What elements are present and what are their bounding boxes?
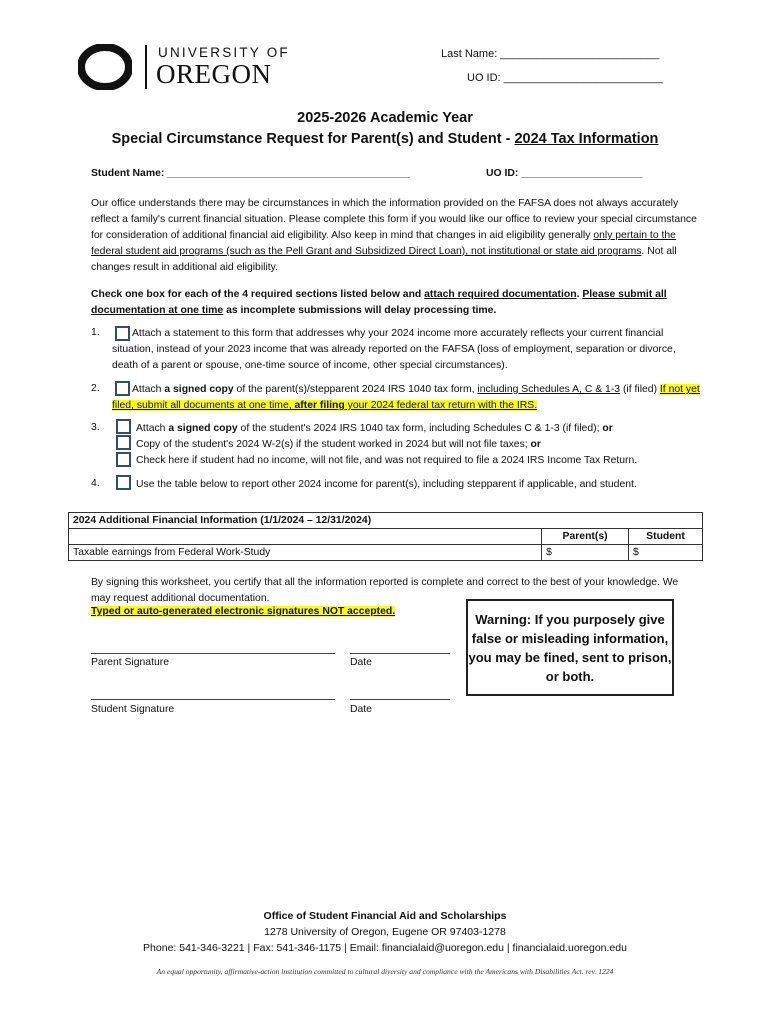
item-1-text: Attach a statement to this form that addresses why your 2024 income more accurately reflects your current financial situation, instead of your 2023 income that was already reported on the FAFSA (loss of employment, separation or divorce, death of a parent or spouse, one-time source of income, other special circumstances). <box>112 328 676 371</box>
student-date-line[interactable] <box>350 699 450 700</box>
parent-date-line[interactable] <box>350 653 450 654</box>
instructions-paragraph <box>91 287 703 319</box>
item-4-checkbox[interactable] <box>116 475 131 490</box>
certify-text: By signing this worksheet, you certify that all the information reported is complete and correct to the best of your knowledge. We may request additional documentation. <box>91 577 679 604</box>
item-3b-text <box>136 437 541 453</box>
intro-text-1: Our office understands there may be circumstances in which the information provided on the FAFSA does not always accurately reflect a family's current financial situation. Please complete this form if you would like our office to review your special circumstance for consideration of additional financial aid eligibility. Also keep in mind that changes in aid eligibility generally <box>91 198 697 241</box>
item-3c-checkbox[interactable] <box>116 452 131 467</box>
table-title-row <box>69 513 703 529</box>
certify-highlight-text: Typed or auto-generated electronic signatures NOT accepted. <box>91 606 396 617</box>
item-2-highlight-3: your 2024 federal tax return with the IRS. <box>344 400 538 411</box>
instructions-underline-2: Please submit all documentation at one time <box>91 289 667 316</box>
table-header-parent: Parent(s) <box>542 529 629 545</box>
item-3a-signed-copy: a signed copy <box>168 423 238 434</box>
footer-disclaimer: An equal opportunity, affirmative-action institution committed to cultural diversity and compliance with the Americans with Disabilities Act. rev. 1224 <box>156 967 614 976</box>
item-2-signed-copy: a signed copy <box>164 384 234 395</box>
item-3b-t1: Copy of the student's 2024 W-2(s) if the student worked in 2024 but will not file taxes; <box>136 439 531 450</box>
uo-logo-o-icon <box>78 44 132 90</box>
table-header-student: Student <box>629 529 703 545</box>
table-student-value-cell[interactable]: $ <box>629 545 703 561</box>
item-2-highlight-2: after filing <box>294 400 345 411</box>
student-signature-label: Student Signature <box>91 704 175 715</box>
item-3a-checkbox[interactable] <box>116 419 131 434</box>
item-3a-or: or <box>602 423 613 434</box>
table-header-row <box>69 529 703 545</box>
item-3-number: 3. <box>91 422 100 433</box>
item-2-text <box>112 382 704 414</box>
certify-highlight <box>91 606 395 617</box>
table-header-blank <box>69 529 542 545</box>
item-1-number: 1. <box>91 327 100 338</box>
logo-university-text: UNIVERSITY OF <box>158 45 290 60</box>
item-3a-text <box>136 421 613 437</box>
logo-divider <box>145 45 147 89</box>
item-3b-checkbox[interactable] <box>116 435 131 450</box>
table-parent-value-cell[interactable]: $ <box>542 545 629 561</box>
instructions-text-1: Check one box for each of the 4 required sections listed below and <box>91 289 425 300</box>
item-2-t2: of the parent(s)/stepparent 2024 IRS 1040 tax form, <box>233 384 478 395</box>
item-3b-or: or <box>530 439 541 450</box>
parent-signature-line[interactable] <box>91 653 335 654</box>
parent-date-label: Date <box>350 657 372 668</box>
item-2-number: 2. <box>91 383 100 394</box>
item-3c-text: Check here if student had no income, will not file, and was not required to file a 2024 IRS Income Tax Return. <box>136 455 638 466</box>
header-uo-id-field[interactable]: UO ID: __________________________ <box>467 72 663 84</box>
student-name-field[interactable]: Student Name: __________________________________________ <box>91 168 410 179</box>
table-title: 2024 Additional Financial Information (1/1/2024 – 12/31/2024) <box>69 513 703 529</box>
table-row <box>69 545 703 561</box>
title-form-name <box>0 131 770 147</box>
footer-address: 1278 University of Oregon, Eugene OR 97403-1278 <box>264 926 506 938</box>
student-date-label: Date <box>350 704 372 715</box>
financial-info-table <box>68 512 703 561</box>
intro-paragraph <box>91 196 703 276</box>
footer-contact: Phone: 541-346-3221 | Fax: 541-346-1175 | Email: financialaid@uoregon.edu | financialaid.uoregon.edu <box>143 942 627 954</box>
item-2-schedules: including Schedules A, C & 1-3 <box>477 384 621 395</box>
footer-office: Office of Student Financial Aid and Scholarships <box>263 910 507 922</box>
item-2-highlight-1: If not yet filed, submit all documents at one time, <box>112 384 700 411</box>
item-4-text: Use the table below to report other 2024 income for parent(s), including stepparent if applicable, and student. <box>136 479 637 490</box>
instructions-text-2: . <box>576 289 583 300</box>
item-4-number: 4. <box>91 478 100 489</box>
instructions-text-3: as incomplete submissions will delay processing time. <box>223 305 497 316</box>
item-2-t1: Attach <box>132 384 165 395</box>
item-3a-t2: of the student's 2024 IRS 1040 tax form, including Schedules C & 1-3 (if filed); <box>237 423 603 434</box>
instructions-underline-1: attach required documentation <box>424 289 577 300</box>
parent-signature-label: Parent Signature <box>91 657 169 668</box>
student-signature-line[interactable] <box>91 699 335 700</box>
student-uo-id-field[interactable]: UO ID: _____________________ <box>486 168 643 179</box>
last-name-field[interactable]: Last Name: __________________________ <box>441 48 660 60</box>
item-3a-t1: Attach <box>136 423 169 434</box>
intro-text-2: . Not all changes result in additional aid eligibility. <box>91 246 677 273</box>
item-2-t3: (if filed) <box>620 384 660 395</box>
title-form-name-prefix: Special Circumstance Request for Parent(s) and Student - <box>111 131 515 147</box>
title-tax-year: 2024 Tax Information <box>514 131 659 147</box>
warning-box: Warning: If you purposely give false or misleading information, you may be fined, sent to prison, or both. <box>466 599 674 696</box>
title-academic-year: 2025-2026 Academic Year <box>297 110 473 126</box>
intro-underlined: only pertain to the federal student aid programs (such as the Pell Grant and Subsidized Direct Loan), not institutional or state aid programs <box>91 230 676 257</box>
logo-oregon-text: OREGON <box>156 59 272 89</box>
table-row-label: Taxable earnings from Federal Work-Study <box>69 545 542 561</box>
